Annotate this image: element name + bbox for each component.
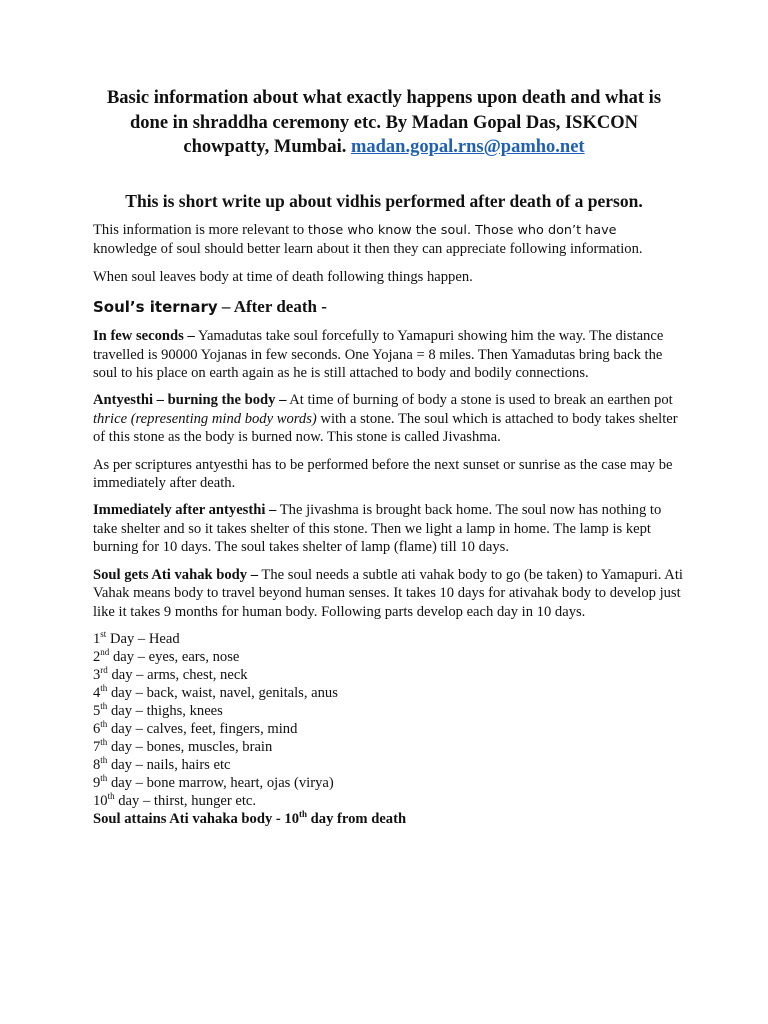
few-seconds-paragraph [93, 327, 683, 382]
ativahak-paragraph [93, 566, 683, 621]
antyesthi-italic: thrice (representing mind body words) [93, 410, 317, 427]
day-item: 1st Day – Head [93, 629, 180, 647]
day-item: 8th day – nails, hairs etc [93, 755, 231, 773]
author-email-link[interactable]: madan.gopal.rns@pamho.net [350, 137, 585, 157]
day-item: 7th day – bones, muscles, brain [93, 737, 273, 755]
document-subtitle: This is short write up about vidhis performed after death of a person. [125, 191, 643, 211]
antyesthi-text-a: At time of burning of body a stone is used to break an earthen pot [286, 392, 673, 409]
ativahak-label: Soul gets Ati vahak body – [93, 566, 259, 583]
day-item: 5th day – thighs, knees [93, 701, 223, 719]
scriptures-paragraph: As per scriptures antyesthi has to be performed before the next sunset or sunrise as the case may be immediately after death. [93, 456, 673, 492]
day-item: 3rd day – arms, chest, neck [93, 665, 248, 683]
section-heading [93, 296, 683, 318]
section-heading-rest: – After death - [217, 297, 327, 317]
document-title [96, 86, 672, 160]
intro-paragraph [93, 221, 683, 259]
intro-text-start: This information is more relevant to [93, 222, 308, 238]
antyesthi-text-b: with a stone. The soul which is attached to body takes shelter of this stone as the body is burned now. This stone is called Jivashma. [93, 410, 678, 446]
day-item: 4th day – back, waist, navel, genitals, anus [93, 683, 338, 701]
immediately-paragraph [93, 501, 683, 556]
death-intro-paragraph: When soul leaves body at time of death following things happen. [93, 268, 473, 285]
few-seconds-label: In few seconds – [93, 328, 195, 345]
immediately-label: Immediately after antyesthi – [93, 502, 277, 519]
day-item: 6th day – calves, feet, fingers, mind [93, 719, 298, 737]
section-heading-sans: Soul’s iternary [93, 298, 218, 317]
document-body [93, 221, 683, 837]
final-heading: Soul attains Ati vahaka body - 10th day from death [93, 809, 407, 827]
title-text: Basic information about what exactly happens upon death and what is done in shraddha ceremony etc. By Madan Gopal Das, ISKCON chowpatty, Mumbai. [106, 88, 662, 157]
immediately-text: The jivashma is brought back home. The soul now has nothing to take shelter and so it takes shelter of this stone. Then we light a lamp in home. The lamp is kept burning for 10 days. The soul takes shelter of lamp (flame) till 10 days. [93, 502, 662, 556]
day-item: 2nd day – eyes, ears, nose [93, 647, 240, 665]
day-item: 10th day – thirst, hunger etc. [93, 791, 257, 809]
antyesthi-label: Antyesthi – burning the body – [93, 392, 287, 409]
day-item: 9th day – bone marrow, heart, ojas (virya) [93, 773, 334, 791]
intro-text-end: knowledge of soul should better learn about it then they can appreciate following information. [93, 241, 643, 258]
ativahak-text: The soul needs a subtle ati vahak body to go (be taken) to Yamapuri. Ati Vahak means body to travel beyond human senses. It takes 10 days for ativahak body to develop just like it takes 9 months for human body. Following parts develop each day in 10 days. [93, 566, 683, 620]
intro-text-sans: those who know the soul. Those who don’t have [307, 223, 617, 238]
few-seconds-text: Yamadutas take soul forcefully to Yamapuri showing him the way. The distance travelled is 90000 Yojanas in few seconds. One Yojana = 8 miles. Then Yamadutas bring back the soul to his place on earth again as he is still attached to body and bodily connections. [93, 328, 664, 382]
day-list [93, 630, 683, 810]
antyesthi-paragraph [93, 391, 683, 446]
